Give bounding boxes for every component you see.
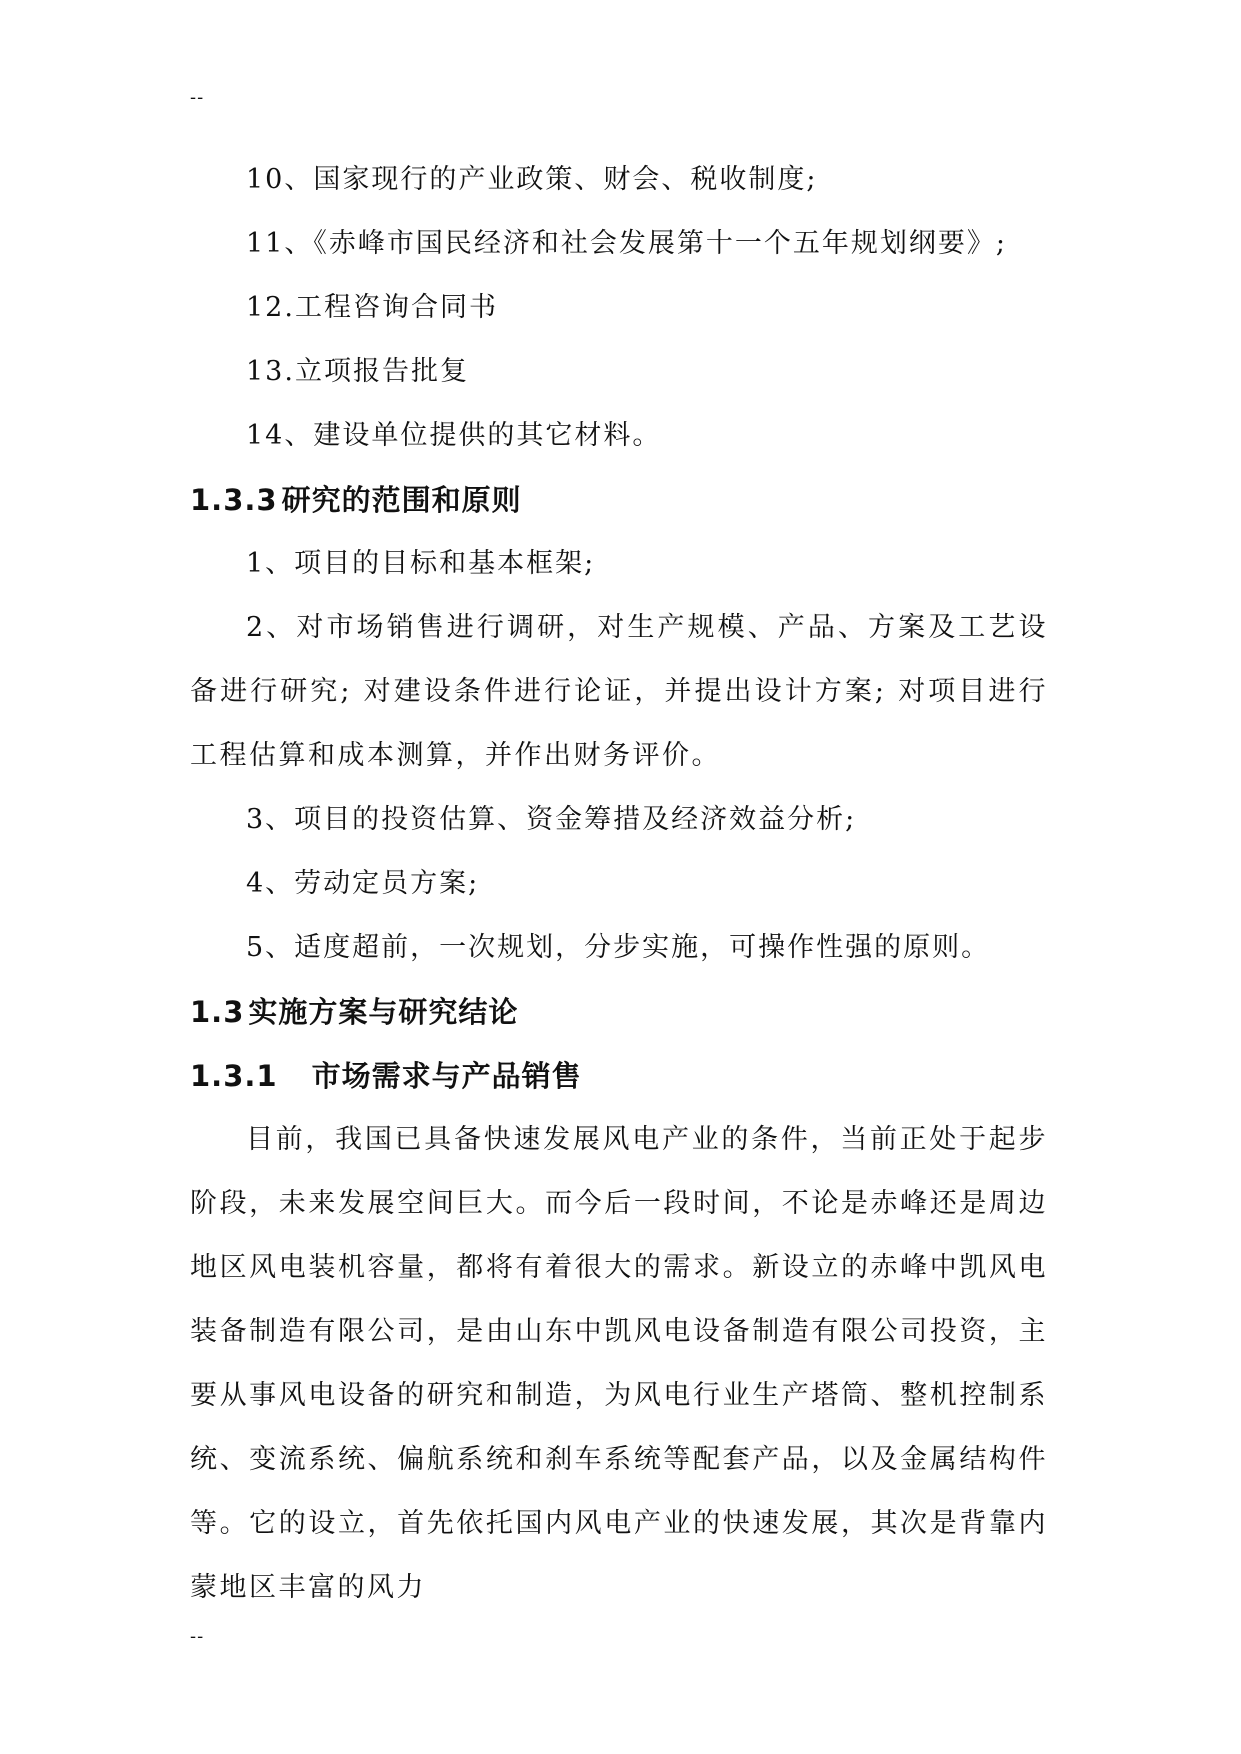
list-item-paragraph: 2、对市场销售进行调研，对生产规模、产品、方案及工艺设备进行研究; 对建设条件进行论证，并提出设计方案; 对项目进行工程估算和成本测算，并作出财务评价。	[190, 612, 1048, 771]
heading-number: 1.3.1	[190, 1059, 278, 1093]
heading-title: 实施方案与研究结论	[248, 995, 519, 1029]
list-item: 1、项目的目标和基本框架;	[246, 548, 596, 579]
heading-title: 研究的范围和原则	[281, 483, 522, 517]
list-item: 14、建设单位提供的其它材料。	[246, 420, 662, 451]
section-heading-1-3-1	[190, 1044, 1048, 1108]
list-item: 4、劳动定员方案;	[246, 868, 480, 899]
heading-number: 1.3.3	[190, 483, 278, 517]
footer-mark: --	[190, 1626, 205, 1647]
page-content	[190, 148, 1048, 1620]
list-item: 12.工程咨询合同书	[246, 292, 498, 323]
section-heading-1-3-3	[190, 468, 1048, 532]
header-mark: --	[190, 87, 205, 108]
list-item: 11、《赤峰市国民经济和社会发展第十一个五年规划纲要》;	[246, 228, 1007, 259]
body-paragraph: 目前，我国已具备快速发展风电产业的条件，当前正处于起步阶段，未来发展空间巨大。而今后一段时间，不论是赤峰还是周边地区风电装机容量，都将有着很大的需求。新设立的赤峰中凯风电装备制造有限公司，是由山东中凯风电设备制造有限公司投资，主要从事风电设备的研究和制造，为风电行业生产塔筒、整机控制系统、变流系统、偏航系统和刹车系统等配套产品，以及金属结构件等。它的设立，首先依托国内风电产业的快速发展，其次是背靠内蒙地区丰富的风力	[190, 1124, 1048, 1603]
list-item: 10、国家现行的产业政策、财会、税收制度;	[246, 164, 818, 195]
heading-title: 市场需求与产品销售	[311, 1059, 582, 1093]
section-heading-1-3	[190, 980, 1048, 1044]
list-item: 3、项目的投资估算、资金筹措及经济效益分析;	[246, 804, 857, 835]
list-item: 5、适度超前，一次规划，分步实施，可操作性强的原则。	[246, 932, 991, 963]
list-item: 13.立项报告批复	[246, 356, 469, 387]
heading-number: 1.3	[190, 995, 245, 1029]
